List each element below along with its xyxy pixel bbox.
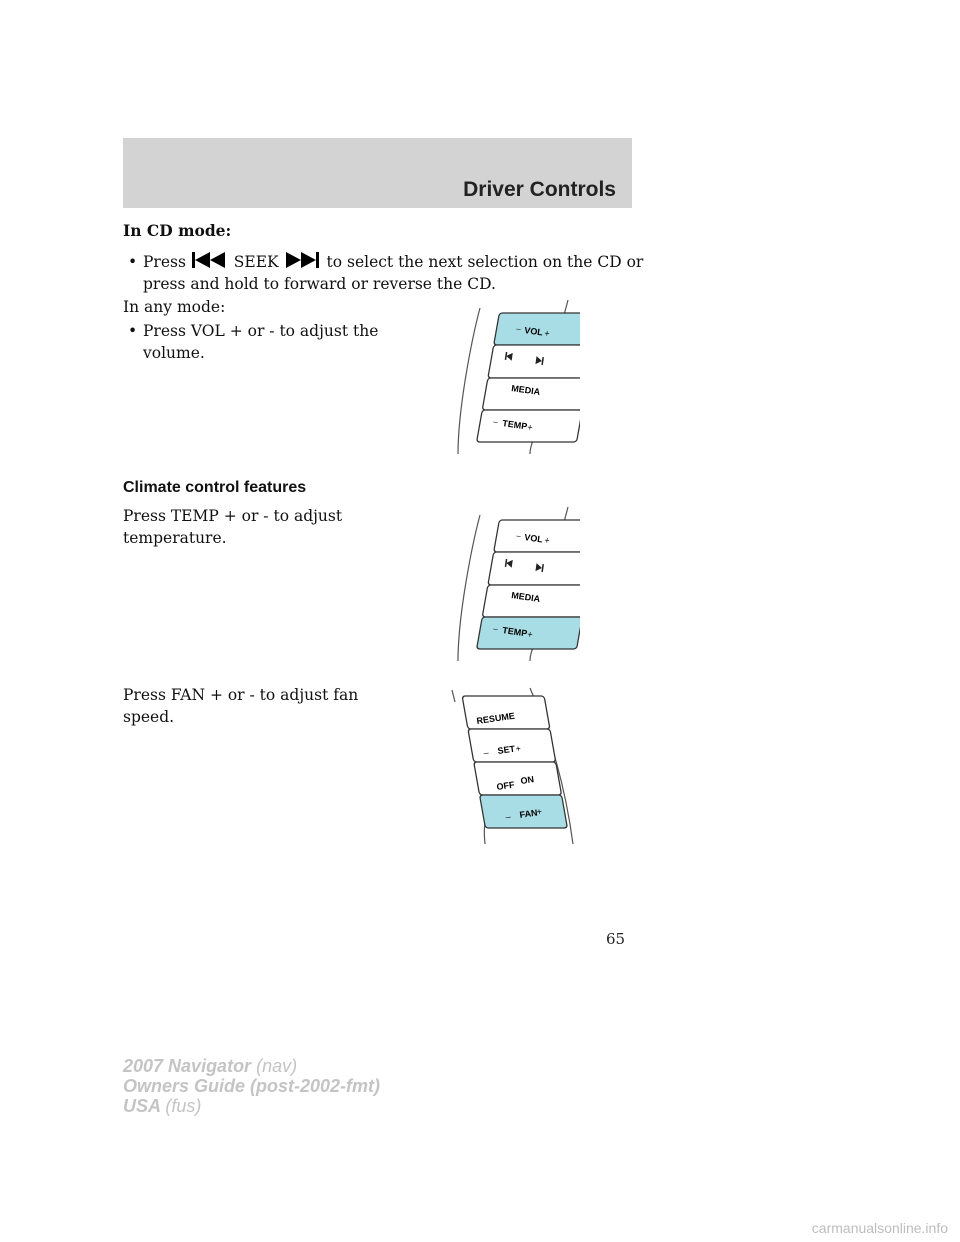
press-text: Press: [143, 253, 186, 271]
steering-panel-temp-highlight: [450, 505, 580, 665]
vol-minus: –: [515, 324, 522, 334]
any-mode-line1: Press VOL + or - to adjust the: [143, 322, 379, 340]
media-label: MEDIA: [510, 590, 541, 605]
page-number: 65: [606, 930, 626, 948]
footer-guide: Owners Guide (post-2002-fmt): [123, 1076, 381, 1096]
bullet: •: [128, 322, 138, 340]
temp-plus: +: [526, 422, 534, 433]
media-label: MEDIA: [510, 383, 541, 398]
resume-label: RESUME: [475, 710, 516, 726]
set-label: SET: [496, 743, 516, 756]
cd-mode-line1-rest: to select the next selection on the CD or: [326, 253, 644, 271]
steering-panel-vol-highlight: [450, 298, 580, 458]
fan-label: FAN: [518, 807, 539, 820]
temp-minus: –: [492, 624, 499, 634]
watermark: carmanualsonline.info: [811, 1220, 948, 1236]
temp-label: TEMP: [501, 418, 528, 432]
seek-button: [488, 345, 580, 378]
steering-panel-fan-highlight: [440, 684, 580, 849]
bullet: •: [128, 253, 138, 271]
fan-line1: Press FAN + or - to adjust fan: [123, 686, 359, 704]
cd-mode-line2: press and hold to forward or reverse the CD.: [143, 275, 496, 293]
fan-minus: –: [504, 811, 512, 822]
off-label: OFF: [495, 779, 516, 792]
cd-mode-line1: [143, 251, 643, 275]
temp-label: TEMP: [501, 625, 528, 639]
footer-model-code: (nav): [256, 1056, 298, 1076]
on-label: ON: [519, 774, 535, 786]
vol-plus: +: [543, 535, 551, 546]
vol-label: VOL: [523, 325, 544, 338]
temp-line2: temperature.: [123, 529, 227, 547]
set-plus: +: [514, 743, 522, 754]
footer-market-code: (fus): [165, 1096, 202, 1116]
vol-plus: +: [543, 328, 551, 339]
seek-forward-icon: [284, 251, 322, 275]
cd-mode-heading: In CD mode:: [123, 221, 232, 240]
seek-back-icon: [191, 251, 229, 275]
seek-text: SEEK: [233, 253, 279, 271]
vol-minus: –: [515, 531, 522, 541]
vol-label: VOL: [523, 532, 544, 545]
header-band: [123, 138, 632, 208]
set-minus: –: [482, 747, 490, 758]
fan-plus: +: [535, 806, 543, 817]
temp-minus: –: [492, 417, 499, 427]
footer-model: 2007 Navigator: [123, 1056, 252, 1076]
section-title: Driver Controls: [463, 178, 616, 201]
climate-heading: Climate control features: [123, 479, 307, 496]
footer-market: USA: [123, 1096, 161, 1116]
temp-plus: +: [526, 629, 534, 640]
any-mode-heading: In any mode:: [123, 298, 226, 316]
fan-line2: speed.: [123, 708, 175, 726]
any-mode-line2: volume.: [143, 344, 205, 362]
temp-line1: Press TEMP + or - to adjust: [123, 507, 343, 525]
footer-info: [123, 1056, 380, 1116]
